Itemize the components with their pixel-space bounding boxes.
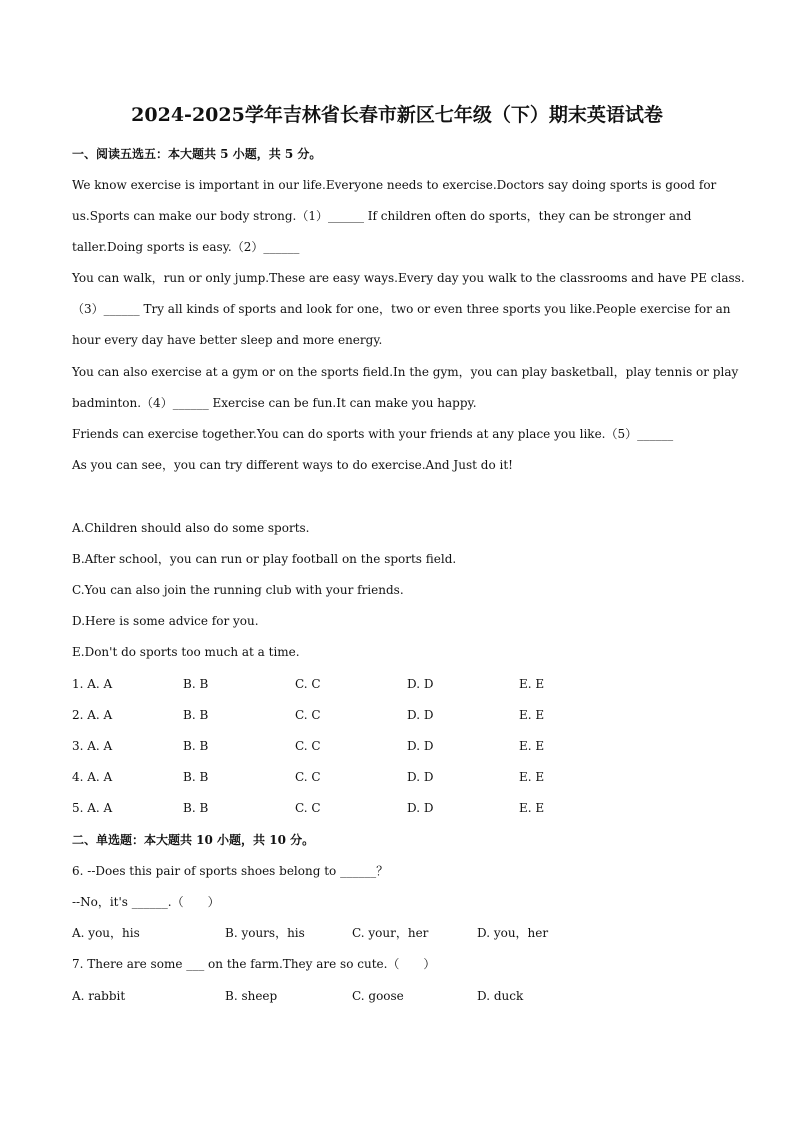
answer-choice[interactable]: D. D xyxy=(407,801,434,815)
answer-choice[interactable]: C. C xyxy=(295,770,321,784)
answer-choice[interactable]: B. B xyxy=(183,770,209,784)
question-7-options xyxy=(72,989,722,1005)
passage-line: us.Sports can make our body strong.（1）______ If children often do sports，they can be stronger and xyxy=(72,209,692,223)
choice-a[interactable]: A. rabbit xyxy=(72,989,126,1003)
passage-line: As you can see，you can try different ways to do exercise.And Just do it! xyxy=(72,458,513,472)
answer-choice[interactable]: B. B xyxy=(183,739,209,753)
choice-d[interactable]: D. duck xyxy=(477,989,524,1003)
answer-choice[interactable]: B. B xyxy=(183,801,209,815)
option-a: A.Children should also do some sports. xyxy=(72,521,310,535)
answer-choice[interactable]: B. B xyxy=(183,708,209,722)
choice-b[interactable]: B. sheep xyxy=(225,989,278,1003)
answer-choice[interactable]: E. E xyxy=(519,677,545,691)
answer-choice[interactable]: B. B xyxy=(183,677,209,691)
answer-choice[interactable]: D. D xyxy=(407,770,434,784)
section2-header: 二、单选题：本大题共 10 小题，共 10 分。 xyxy=(72,833,315,847)
passage-line: （3）______ Try all kinds of sports and look for one，two or even three sports you like.People exercise for an xyxy=(72,302,731,316)
answer-choice[interactable]: D. D xyxy=(407,739,434,753)
choice-a[interactable]: A. you，his xyxy=(72,926,140,940)
passage-line: badminton.（4）______ Exercise can be fun.It can make you happy. xyxy=(72,396,477,410)
option-d: D.Here is some advice for you. xyxy=(72,614,259,628)
answer-choice[interactable]: E. E xyxy=(519,770,545,784)
answer-choice[interactable]: D. D xyxy=(407,708,434,722)
passage-line: taller.Doing sports is easy.（2）______ xyxy=(72,240,300,254)
answer-row xyxy=(72,739,722,755)
passage-line: You can walk，run or only jump.These are easy ways.Every day you walk to the classrooms and have PE class. xyxy=(72,271,745,285)
question-7-stem: 7. There are some ___ on the farm.They are so cute.（ ） xyxy=(72,957,436,971)
answer-choice[interactable]: E. E xyxy=(519,708,545,722)
choice-c[interactable]: C. your，her xyxy=(352,926,429,940)
option-e: E.Don't do sports too much at a time. xyxy=(72,645,300,659)
passage-line: Friends can exercise together.You can do sports with your friends at any place you like.（5）______ xyxy=(72,427,674,441)
answer-choice[interactable]: C. C xyxy=(295,739,321,753)
answer-choice[interactable]: E. E xyxy=(519,801,545,815)
answer-choice[interactable]: C. C xyxy=(295,801,321,815)
answer-choice[interactable]: 1. A. A xyxy=(72,677,113,691)
answer-choice[interactable]: E. E xyxy=(519,739,545,753)
answer-choice[interactable]: C. C xyxy=(295,677,321,691)
answer-row xyxy=(72,677,722,693)
choice-d[interactable]: D. you，her xyxy=(477,926,549,940)
passage-line: We know exercise is important in our life.Everyone needs to exercise.Doctors say doing sports is good for xyxy=(72,178,717,192)
option-b: B.After school，you can run or play football on the sports field. xyxy=(72,552,457,566)
choice-b[interactable]: B. yours，his xyxy=(225,926,305,940)
answer-row xyxy=(72,770,722,786)
answer-row xyxy=(72,801,722,817)
answer-choice[interactable]: D. D xyxy=(407,677,434,691)
answer-choice[interactable]: 4. A. A xyxy=(72,770,113,784)
answer-choice[interactable]: 3. A. A xyxy=(72,739,113,753)
passage-line: You can also exercise at a gym or on the sports field.In the gym，you can play basketball，play tennis or play xyxy=(72,365,739,379)
choice-c[interactable]: C. goose xyxy=(352,989,404,1003)
answer-choice[interactable]: 5. A. A xyxy=(72,801,113,815)
question-6-options xyxy=(72,926,722,942)
answer-row xyxy=(72,708,722,724)
passage-line: hour every day have better sleep and more energy. xyxy=(72,333,383,347)
answer-choice[interactable]: 2. A. A xyxy=(72,708,113,722)
question-6-stem: 6. --Does this pair of sports shoes belong to ______？ xyxy=(72,864,389,878)
question-6-line2: --No，it's ______.（ ） xyxy=(72,895,220,909)
exam-title: 2024-2025学年吉林省长春市新区七年级（下）期末英语试卷 xyxy=(131,104,663,126)
option-c: C.You can also join the running club with your friends. xyxy=(72,583,404,597)
section1-header: 一、阅读五选五：本大题共 5 小题，共 5 分。 xyxy=(72,147,322,161)
answer-choice[interactable]: C. C xyxy=(295,708,321,722)
